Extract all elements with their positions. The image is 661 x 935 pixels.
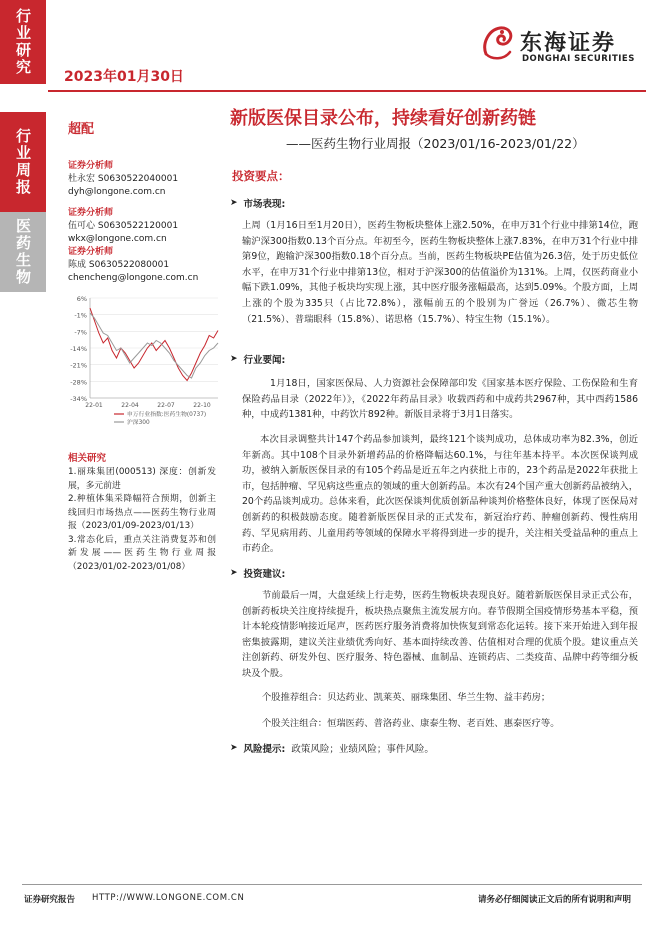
tab-industry-research <box>0 0 46 84</box>
tab-industry-weekly-label: 行业周报 <box>14 128 32 196</box>
y-tick-label: -1% <box>74 311 87 320</box>
analyst-1 <box>68 160 218 199</box>
report-date: 2023年01月30日 <box>64 69 184 85</box>
arrow-icon: ➤ <box>230 354 238 364</box>
analyst-2-email[interactable]: wkx@longone.com.cn <box>68 234 167 244</box>
performance-chart <box>64 290 224 440</box>
legend-label-2: 沪深300 <box>127 420 150 426</box>
footer-left: 证券研究报告 <box>24 895 76 905</box>
y-tick-label: -28% <box>70 378 87 387</box>
arrow-icon: ➤ <box>230 743 238 753</box>
x-tick-label: 22-10 <box>193 402 211 409</box>
analyst-3 <box>68 246 218 285</box>
tab-pharma <box>0 212 46 292</box>
tab-industry-research-label: 行业研究 <box>14 8 32 76</box>
y-tick-label: -7% <box>74 328 87 337</box>
related-item-3[interactable]: 3.常态化后，重点关注消费复苏和创新发展——医药生物行业周报（2023/01/02-2023/01/08） <box>68 534 216 572</box>
x-tick-label: 22-07 <box>157 402 175 409</box>
analyst-1-email[interactable]: dyh@longone.com.cn <box>68 187 166 197</box>
y-tick-label: 6% <box>76 295 87 303</box>
footer-right: 请务必仔细阅读正文后的所有说明和声明 <box>478 895 632 905</box>
analyst-3-email[interactable]: chencheng@longone.com.cn <box>68 273 199 283</box>
market-heading <box>230 196 285 210</box>
arrow-icon: ➤ <box>230 568 238 578</box>
related-research <box>68 450 216 574</box>
analyst-2-line <box>68 220 218 233</box>
related-item-2[interactable]: 2.种植体集采降幅符合预期，创新主线回归市场热点——医药生物行业周报（2023/01/09-2023/01/13） <box>68 494 216 531</box>
rating: 超配 <box>68 122 95 137</box>
risk-row <box>230 741 434 755</box>
header-divider <box>48 90 646 92</box>
analyst-1-line <box>68 173 218 186</box>
risk-heading: 风险提示: <box>243 744 286 755</box>
x-tick-label: 22-04 <box>121 402 139 409</box>
series-line-1 <box>90 308 218 381</box>
logo-name-en: DONGHAI SECURITIES <box>522 54 635 64</box>
tab-industry-weekly <box>0 112 46 212</box>
analyst-3-line <box>68 259 218 272</box>
analyst-1-role: 证券分析师 <box>68 161 114 171</box>
industry-heading-label: 行业要闻: <box>243 355 286 366</box>
stocks-watch: 个股关注组合：恒瑞医药、普洛药业、康泰生物、老百姓、惠泰医疗等。 <box>262 718 560 729</box>
risk-text: 政策风险；业绩风险；事件风险。 <box>291 744 434 755</box>
y-tick-label: -34% <box>70 395 87 403</box>
industry-paragraph-1: 1月18日，国家医保局、人力资源社会保障部印发《国家基本医疗保险、工伤保险和生育保险药品目录（2022年）》，《2022年药品目录》收载西药和中成药共2967种，其中西药1586种，中成药1381种，中药饮片892种。新版目录将于3月1日落实。 <box>242 378 638 421</box>
y-tick-label: -21% <box>70 361 87 370</box>
analyst-1-name: 杜永宏 <box>68 174 96 184</box>
analyst-2-role: 证券分析师 <box>68 208 114 218</box>
market-paragraph: 上周（1月16日至1月20日），医药生物板块整体上涨2.50%，在申万31个行业中排第14位，跑输沪深300指数0.13个百分点。年初至今，医药生物板块整体上涨7.83%，在申万31个行业中排第9位，跑输沪深300指数0.18个百分点。当前，医药生物板块PE估值为26.3倍，处于历史低位水平，在申万31个行业中排第13位，相对于沪深300的估值溢价为131%。上周，仅医药商业小幅下跌1.09%，其他子板块均实现上涨，其中医疗服务涨幅最高，达到5.09%。个股方面，上周上涨的个股为335只（占比72.8%），涨幅前五的个股别为广誉远（26.7%）、微芯生物（21.5%）、普瑞眼科（15.8%）、诺思格（15.7%）、特宝生物（15.1%）。 <box>242 220 638 325</box>
analyst-2-name: 伍可心 <box>68 221 96 231</box>
advice-heading <box>230 566 285 580</box>
footer-url[interactable]: HTTP://WWW.LONGONE.COM.CN <box>92 893 245 903</box>
market-heading-label: 市场表现: <box>243 199 286 210</box>
report-subtitle: ——医药生物行业周报（2023/01/16-2023/01/22） <box>286 136 585 151</box>
tab-pharma-label: 医药生物 <box>14 218 32 286</box>
logo-name-cn: 东海证券 <box>520 31 617 56</box>
analyst-1-cert: S0630522040001 <box>97 174 179 184</box>
legend-label-1: 申万行业指数:医药生物(0737) <box>127 412 207 418</box>
analyst-3-role: 证券分析师 <box>68 247 114 257</box>
analyst-2-cert: S0630522120001 <box>97 221 179 231</box>
related-item-1[interactable]: 1.丽珠集团(000513) 深度：创新发展，多元前进 <box>68 467 216 491</box>
industry-heading <box>230 352 285 366</box>
invest-heading: 投资要点： <box>232 169 290 183</box>
analyst-block <box>68 160 218 285</box>
advice-heading-label: 投资建议: <box>243 569 286 580</box>
analyst-3-name: 陈成 <box>68 260 87 270</box>
x-tick-label: 22-01 <box>85 402 103 409</box>
report-title: 新版医保目录公布，持续看好创新药链 <box>230 108 536 129</box>
dragon-icon <box>480 24 516 64</box>
related-heading: 相关研究 <box>68 453 107 464</box>
arrow-icon: ➤ <box>230 198 238 208</box>
stocks-combo: 个股推荐组合：贝达药业、凯莱英、丽珠集团、华兰生物、益丰药房； <box>262 692 551 703</box>
series-line-2 <box>90 313 218 378</box>
advice-paragraph: 节前最后一周，大盘延续上行走势，医药生物板块表现良好。随着新版医保目录正式公布，创新药板块关注度持续提升，板块热点聚焦主流发展方向。春节假期全国疫情形势基本平稳，预计本轮疫情影响接近尾声，医药医疗服务消费将加快恢复到常态化运转。接下来开始进入到年报密集披露期，建议关注业绩优秀向好、基本面持续改善、估值相对合理的优质个股。建议重点关注创新药、研发外包、医疗服务、特色器械、血制品、连锁药店、二类疫苗、品牌中药等细分板块及个股。 <box>242 590 638 679</box>
company-logo <box>480 24 640 70</box>
industry-paragraph-2: 本次目录调整共计147个药品参加谈判，最终121个谈判成功，总体成功率为82.3%，创近年新高。其中108个目录外新增药品的价格降幅达60.1%，与往年基本持平。本次医保谈判成功，被纳入新版医保目录的有105个药品是近五年之内获批上市的，23个药品是2022年获批上市，包括肿瘤、罕见病这些重点的领域的重大创新药品。本次有24个国产重大创新药品被纳入，20个药品谈判成功。总体来看，此次医保谈判优质创新品种谈判价格整体良好，体现了医保局对创新药的积极鼓励态度。随着新版医保目录的正式发布，新冠治疗药、肿瘤创新药、慢性病用药、罕见病用药、儿童用药等领域的保障水平将得到进一步的提升，关注相关受益品种的重点上市药企。 <box>242 434 638 555</box>
analyst-2 <box>68 207 218 246</box>
footer-divider <box>22 884 642 885</box>
y-tick-label: -14% <box>70 345 87 353</box>
analyst-3-cert: S0630522080001 <box>88 260 170 270</box>
